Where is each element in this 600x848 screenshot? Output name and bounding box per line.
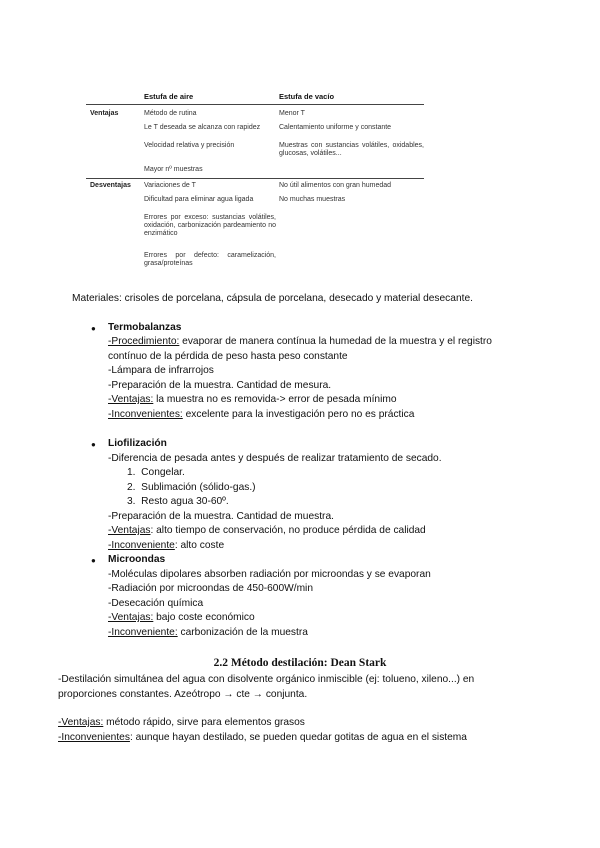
microondas-line: -Moléculas dipolares absorben radiación por microondas y se evaporan bbox=[108, 569, 431, 580]
row-label-ventajas: Ventajas bbox=[90, 110, 119, 117]
ventajas-label: -Ventajas bbox=[108, 525, 151, 536]
cell-aire-desventaja: Dificultad para eliminar agua ligada bbox=[144, 196, 254, 203]
procedimiento-label: -Procedimiento: bbox=[108, 336, 180, 347]
cell-aire-ventaja: Mayor nº muestras bbox=[144, 166, 203, 173]
bullet-icon: ● bbox=[91, 440, 96, 449]
cell-vacio-ventaja: Menor T bbox=[279, 110, 305, 117]
liofilizacion-step: 1. Congelar. bbox=[127, 467, 185, 478]
microondas-ventajas bbox=[108, 611, 255, 626]
inconveniente-label: -Inconveniente: bbox=[108, 627, 178, 638]
inconvenientes-text: excelente para la investigación pero no es práctica bbox=[182, 409, 415, 420]
dean-stark-inconvenientes bbox=[58, 731, 467, 746]
bullet-icon: ● bbox=[91, 556, 96, 565]
cell-aire-ventaja: Método de rutina bbox=[144, 110, 197, 117]
termobalanzas-inconvenientes bbox=[108, 408, 414, 423]
cell-aire-desventaja: Variaciones de T bbox=[144, 182, 196, 189]
ventajas-label: -Ventajas: bbox=[108, 612, 154, 623]
ventajas-text: la muestra no es removida-> error de pesada mínimo bbox=[153, 394, 397, 405]
table-rule-top bbox=[86, 104, 424, 105]
table-rule-mid bbox=[86, 178, 424, 179]
termobalanzas-lampara: -Lámpara de infrarrojos bbox=[108, 365, 214, 376]
step-text: Resto agua 30-60º. bbox=[141, 496, 229, 507]
cell-aire-ventaja: Velocidad relativa y precisión bbox=[144, 142, 235, 149]
cell-vacio-desventaja: No muchas muestras bbox=[279, 196, 346, 203]
inconvenientes-label: -Inconvenientes: bbox=[108, 409, 183, 420]
section-title-dean-stark: 2.2 Método destilación: Dean Stark bbox=[213, 657, 387, 669]
header-estufa-vacio: Estufa de vacío bbox=[279, 92, 335, 101]
termobalanzas-title: Termobalanzas bbox=[108, 322, 182, 333]
dean-stark-paragraph: proporciones constantes. Azeótropo → cte → conjunta. bbox=[58, 689, 308, 700]
liofilizacion-ventajas bbox=[108, 524, 426, 539]
ventajas-text: método rápido, sirve para elementos grasos bbox=[103, 717, 305, 728]
dean-stark-ventajas bbox=[58, 716, 305, 731]
liofilizacion-diferencia: -Diferencia de pesada antes y después de realizar tratamiento de secado. bbox=[108, 453, 442, 464]
microondas-title: Microondas bbox=[108, 554, 166, 565]
materiales-text: Materiales: crisoles de porcelana, cápsula de porcelana, desecado y material desecante. bbox=[72, 293, 473, 304]
dean-stark-paragraph: -Destilación simultánea del agua con disolvente orgánico inmiscible (ej: tolueno, xileno...) en bbox=[58, 674, 475, 685]
liofilizacion-preparacion: -Preparación de la muestra. Cantidad de muestra. bbox=[108, 511, 334, 522]
inconveniente-text: carbonización de la muestra bbox=[177, 627, 308, 638]
inconvenientes-label: -Inconvenientes bbox=[58, 732, 130, 743]
liofilizacion-step: 2. Sublimación (sólido-gas.) bbox=[127, 482, 256, 493]
liofilizacion-title: Liofilización bbox=[108, 438, 167, 449]
ventajas-text: bajo coste económico bbox=[153, 612, 255, 623]
termobalanzas-procedimiento-cont: contínuo de la pérdida de peso hasta peso constante bbox=[108, 351, 348, 362]
ventajas-text: : alto tiempo de conservación, no produce pérdida de calidad bbox=[150, 525, 426, 536]
microondas-line: -Radiación por microondas de 450-600W/min bbox=[108, 583, 313, 594]
cell-aire-desventaja: Errores por exceso: sustancias volátiles, oxidación, carbonización pardeamiento no enzimático bbox=[144, 214, 276, 237]
microondas-inconveniente bbox=[108, 626, 308, 641]
cell-vacio-desventaja: No útil alimentos con gran humedad bbox=[279, 182, 392, 189]
termobalanzas-ventajas bbox=[108, 393, 397, 408]
header-estufa-aire: Estufa de aire bbox=[144, 92, 194, 101]
inconveniente-label: -Inconveniente bbox=[108, 540, 175, 551]
inconveniente-text: : alto coste bbox=[174, 540, 225, 551]
liofilizacion-step: 3. Resto agua 30-60º. bbox=[127, 496, 229, 507]
procedimiento-text: evaporar de manera contínua la humedad de la muestra y el registro bbox=[179, 336, 492, 347]
step-text: Sublimación (sólido-gas.) bbox=[141, 482, 256, 493]
row-label-desventajas: Desventajas bbox=[90, 182, 131, 189]
cell-aire-ventaja: Le T deseada se alcanza con rapidez bbox=[144, 124, 261, 131]
liofilizacion-inconveniente bbox=[108, 539, 224, 554]
termobalanzas-preparacion: -Preparación de la muestra. Cantidad de mesura. bbox=[108, 380, 332, 391]
step-text: Congelar. bbox=[141, 467, 185, 478]
ventajas-label: -Ventajas: bbox=[108, 394, 154, 405]
ventajas-label: -Ventajas: bbox=[58, 717, 104, 728]
microondas-line: -Desecación química bbox=[108, 598, 204, 609]
cell-vacio-ventaja: Muestras con sustancias volátiles, oxidables, glucosas, volátiles... bbox=[279, 142, 424, 157]
inconvenientes-text: : aunque hayan destilado, se pueden quedar gotitas de agua en el sistema bbox=[129, 732, 467, 743]
cell-vacio-ventaja: Calentamiento uniforme y constante bbox=[279, 124, 392, 131]
bullet-icon: ● bbox=[91, 324, 96, 333]
termobalanzas-procedimiento bbox=[108, 335, 492, 350]
cell-aire-desventaja: Errores por defecto: caramelización, grasa/proteínas bbox=[144, 252, 276, 267]
